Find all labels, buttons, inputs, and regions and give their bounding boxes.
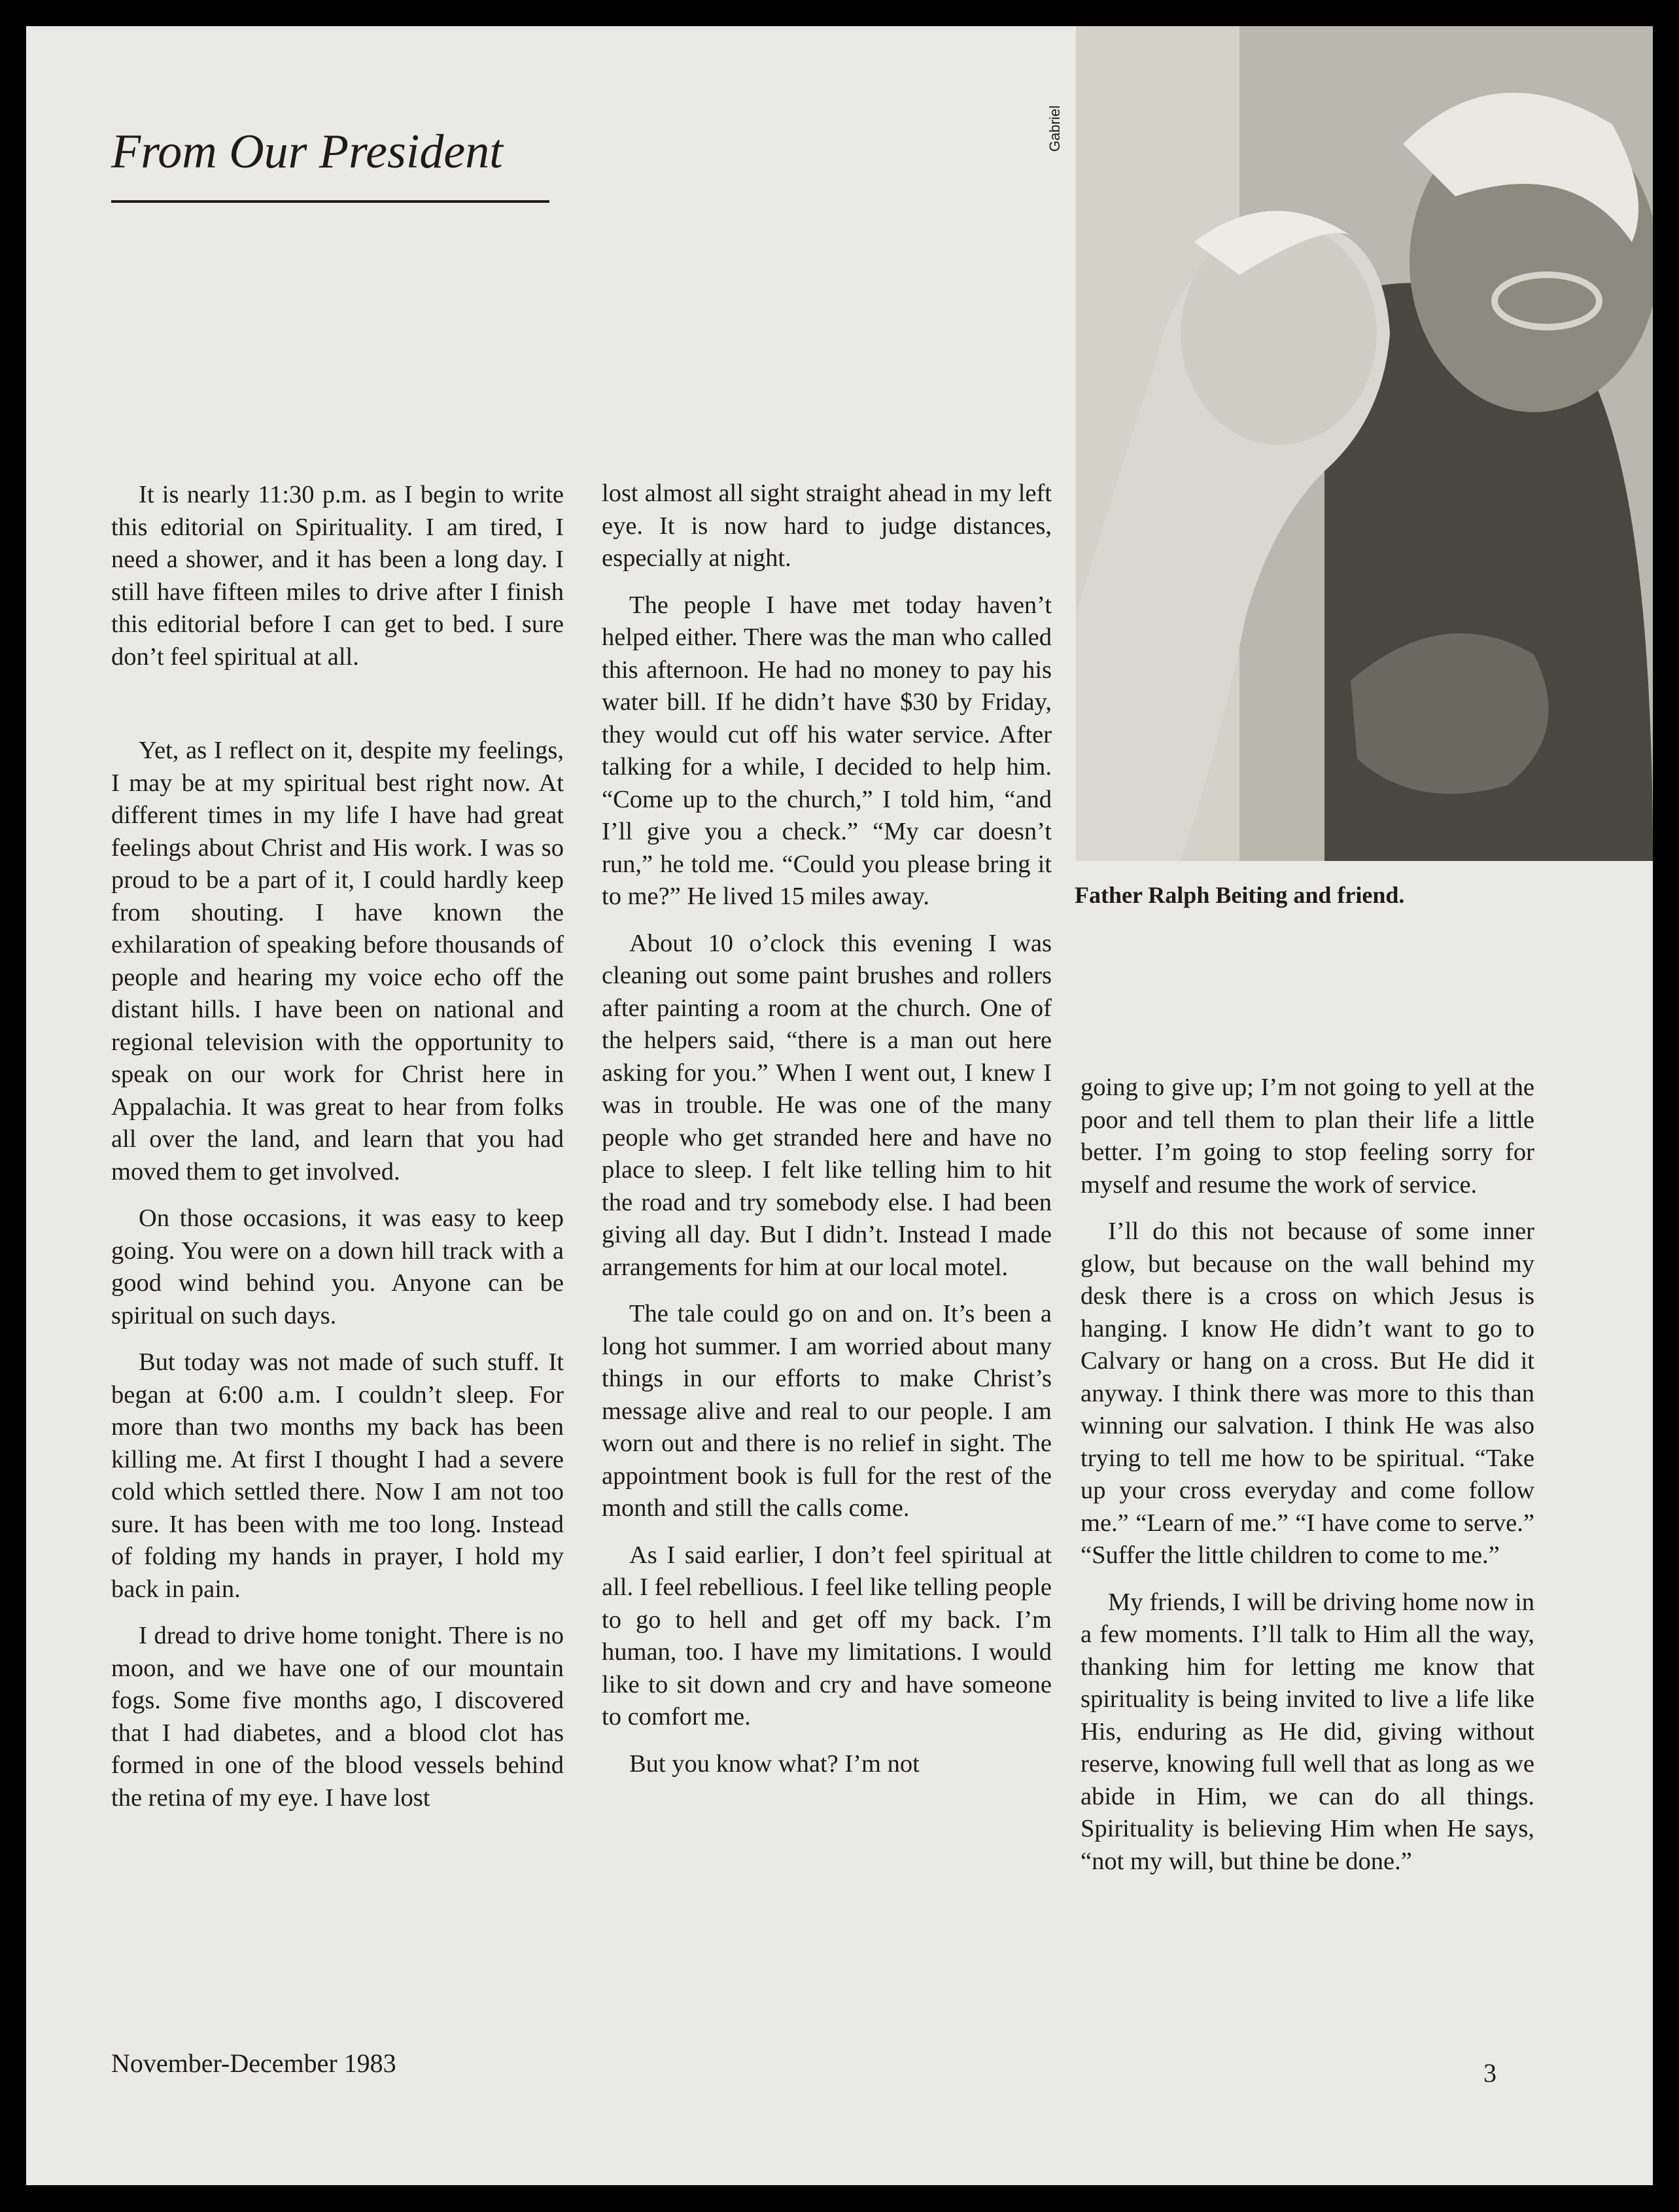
paragraph: But today was not made of such stuff. It began at 6:00 a.m. I couldn’t sleep. For more than two months my back has been killing me. At first I thought I had a severe cold which settled there. Now I am not too sure. It has been with me too long. Instead of folding my hands in prayer, I hold my back in pain. [111,1348,564,1603]
paragraph: going to give up; I’m not going to yell at the poor and tell them to plan their life a little better. I’m going to stop feeling sorry for myself and resume the work of service. [1081,1074,1534,1199]
paragraph: On those occasions, it was easy to keep going. You were on a down hill track with a good wind behind you. Anyone can be spiritual on such days. [111,1204,564,1329]
title-underline [111,200,549,203]
paragraph: About 10 o’clock this evening I was cleaning out some paint brushes and rollers after painting a room at the church. One of the helpers said, “there is a man out here asking for you.” When I went out, I knew I was in trouble. He was one of the many people who get stranded here and have no place to sleep. I felt like telling him to hit the road and try somebody else. I had been giving all day. But I didn’t. Instead I made arrangements for him at our local motel. [602,929,1052,1281]
text-column-3 [1081,1072,1534,1892]
paragraph-gap [111,688,564,735]
photo-caption: Father Ralph Beiting and friend. [1075,882,1405,908]
paragraph: My friends, I will be driving home now in a few moments. I’ll talk to Him all the way, thanking him for letting me know that spirituality is being invited to live a life like His, enduring as He did, giving without reserve, knowing full well that as long as we abide in Him, we can do all things. Spirituality is believing Him when He says, “not my will, but thine be done.” [1081,1588,1534,1875]
paragraph: But you know what? I’m not [629,1749,920,1778]
photo-credit: Gabriel [1047,105,1063,152]
magazine-page [26,26,1653,2185]
paragraph: Yet, as I reflect on it, despite my feelings, I may be at my spiritual best right now. At different times in my life I have had great feelings about Christ and His work. I was so proud to be a part of it, I could hardly keep from shouting. I have known the exhilaration of speaking before thousands of people and hearing my voice echo off the distant hills. I have been on national and regional television with the opportunity to speak on our work for Christ here in Appalachia. It was great to hear from folks all over the land, and learn that you had moved them to get involved. [111,737,564,1185]
page-title: From Our President [111,125,503,179]
paragraph: The people I have met today haven’t helped either. There was the man who called this afternoon. He had no money to pay his water bill. If he didn’t have $30 by Friday, they would cut off his water service. After talking for a while, I decided to help him. “Come up to the church,” I told him, “and I’ll give you a check.” “My car doesn’t run,” he told me. “Could you please bring it to me?” He lived 15 miles away. [602,591,1052,910]
text-column-1 [111,479,564,1829]
paragraph: The tale could go on and on. It’s been a long hot summer. I am worried about many things in our efforts to make Christ’s message alive and real to our people. I am worn out and there is no relief in sight. The appointment book is full for the rest of the month and still the calls come. [602,1300,1052,1522]
paragraph: I dread to drive home tonight. There is no moon, and we have one of our mountain fogs. Some five months ago, I discovered that I had diabetes, and a blood clot has formed in one of the blood vessels behind the retina of my eye. I have lost [111,1622,564,1812]
paragraph: It is nearly 11:30 p.m. as I begin to write this editorial on Spirituality. I am tired, I need a shower, and it has been a long day. I still have fifteen miles to drive after I finish this editorial before I can get to bed. I sure don’t feel spiritual at all. [111,481,564,671]
text-column-2 [602,478,1052,1795]
paragraph: lost almost all sight straight ahead in my left eye. It is now hard to judge distances, especially at night. [602,480,1052,572]
issue-date: November-December 1983 [111,2048,396,2078]
paragraph: As I said earlier, I don’t feel spiritual at all. I feel rebellious. I feel like telling people to go to hell and get off my back. I’m human, too. I have my limitations. I would like to sit down and cry and have someone to comfort me. [602,1541,1052,1730]
page-number: 3 [1483,2058,1497,2088]
photo [1076,26,1653,861]
photo-illustration [1076,26,1653,861]
paragraph: I’ll do this not because of some inner glow, but because on the wall behind my desk there is a cross on which Jesus is hanging. I know He didn’t want to go to Calvary or hang on a cross. But He did it anyway. I think there was more to this than winning our salvation. I think He was also trying to tell me how to be spiritual. “Take up your cross everyday and come follow me.” “Learn of me.” “I have come to serve.” “Suffer the little children to come to me.” [1081,1218,1534,1569]
